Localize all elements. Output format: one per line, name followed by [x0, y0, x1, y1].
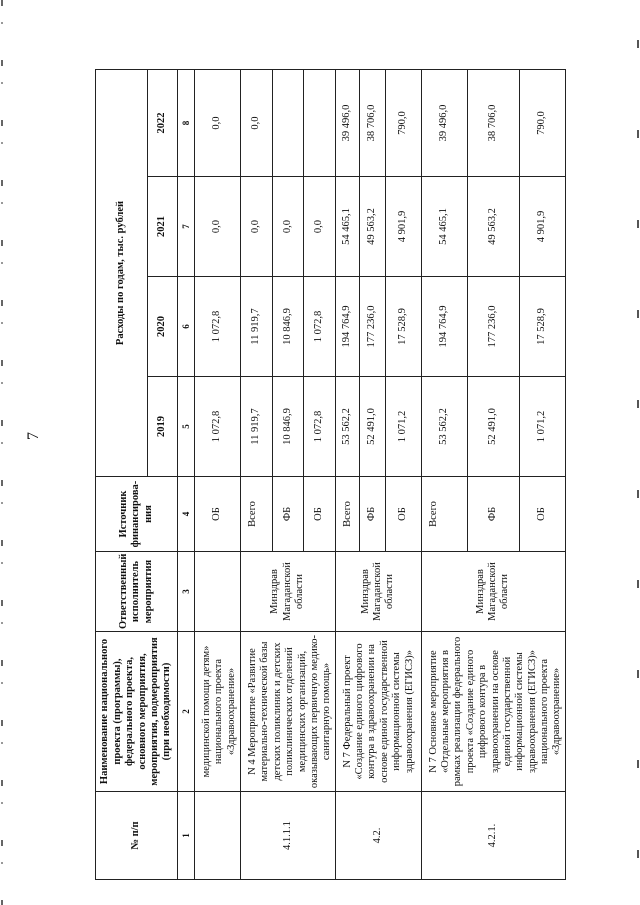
row-value: 11 919,7	[241, 377, 273, 477]
row-value: 53 562,2	[421, 377, 467, 477]
row-value: 0,0	[304, 177, 336, 277]
index-cell: 7	[178, 177, 195, 277]
row-executor: Минздрав Магаданской области	[335, 552, 421, 632]
header-year: 2020	[148, 277, 178, 377]
expenses-table	[95, 69, 566, 880]
row-source: ФБ	[359, 477, 385, 552]
header-year: 2022	[148, 69, 178, 176]
header-source: Источник финансирова-ния	[96, 477, 178, 552]
row-value: 177 236,0	[467, 277, 519, 377]
header-row-1	[96, 69, 148, 879]
row-value: 52 491,0	[467, 377, 519, 477]
index-cell: 3	[178, 552, 195, 632]
row-value: 38 706,0	[359, 69, 385, 176]
table-row	[421, 69, 467, 879]
index-row	[178, 69, 195, 879]
header-expenses: Расходы по годам, тыс. рублей	[96, 69, 148, 476]
table-row	[195, 69, 241, 879]
row-value: 0,0	[195, 69, 241, 176]
row-value: 0,0	[195, 177, 241, 277]
row-value: 4 901,9	[519, 177, 565, 277]
row-source: ФБ	[272, 477, 304, 552]
rotated-sheet	[95, 70, 563, 880]
table-row	[241, 69, 273, 879]
row-source: ФБ	[467, 477, 519, 552]
row-value: 0,0	[272, 177, 304, 277]
row-executor	[195, 552, 241, 632]
row-name: N 7 Основное мероприятие «Отдельные мероприятия в рамках реализации федерального проекта «Создание единого цифрового контура в здравоохранении на основе единой государственной информационной системы здравоохранения (ЕГИСЗ)» национального проекта «Здравоохранение»	[421, 632, 565, 792]
scan-edge-right	[637, 0, 639, 905]
row-value	[272, 69, 304, 176]
row-source: Всего	[335, 477, 359, 552]
row-num: 4.2.1.	[421, 792, 565, 880]
row-value: 1 072,8	[304, 277, 336, 377]
page-number: 7	[25, 432, 42, 440]
row-value: 177 236,0	[359, 277, 385, 377]
index-cell: 1	[178, 792, 195, 880]
row-source: ОБ	[195, 477, 241, 552]
row-source: ОБ	[385, 477, 421, 552]
row-source: ОБ	[304, 477, 336, 552]
row-value: 790,0	[519, 69, 565, 176]
row-value: 194 764,9	[421, 277, 467, 377]
row-value: 0,0	[241, 69, 273, 176]
row-executor: Минздрав Магаданской области	[421, 552, 565, 632]
index-cell: 5	[178, 377, 195, 477]
row-value: 54 465,1	[421, 177, 467, 277]
row-num: 4.1.1.1	[241, 792, 336, 880]
row-value: 1 072,8	[195, 277, 241, 377]
table-row	[335, 69, 359, 879]
row-num: 4.2.	[335, 792, 421, 880]
row-value: 4 901,9	[385, 177, 421, 277]
row-value: 17 528,9	[519, 277, 565, 377]
row-value: 1 071,2	[385, 377, 421, 477]
row-value: 10 846,9	[272, 277, 304, 377]
row-executor: Минздрав Магаданской области	[241, 552, 336, 632]
row-value: 52 491,0	[359, 377, 385, 477]
index-cell: 2	[178, 632, 195, 792]
row-value: 39 496,0	[421, 69, 467, 176]
row-value: 1 072,8	[195, 377, 241, 477]
index-cell: 8	[178, 69, 195, 176]
row-name: N 7 Федеральный проект «Создание единого цифрового контура в здравоохранении на основе единой государственной информационной системы здравоохранения (ЕГИСЗ)»	[335, 632, 421, 792]
row-value: 0,0	[241, 177, 273, 277]
row-source: Всего	[421, 477, 467, 552]
row-value: 790,0	[385, 69, 421, 176]
row-value: 38 706,0	[467, 69, 519, 176]
row-name: медицинской помощи детям» национального проекта «Здравоохранение»	[195, 632, 241, 792]
row-value: 17 528,9	[385, 277, 421, 377]
row-source: Всего	[241, 477, 273, 552]
index-cell: 6	[178, 277, 195, 377]
header-year: 2021	[148, 177, 178, 277]
scan-edge-left	[1, 0, 3, 905]
row-value: 194 764,9	[335, 277, 359, 377]
row-value: 54 465,1	[335, 177, 359, 277]
row-value: 11 919,7	[241, 277, 273, 377]
row-value: 49 563,2	[359, 177, 385, 277]
row-value: 39 496,0	[335, 69, 359, 176]
row-value: 1 072,8	[304, 377, 336, 477]
index-cell: 4	[178, 477, 195, 552]
row-value: 10 846,9	[272, 377, 304, 477]
header-num: № п/п	[96, 792, 178, 880]
row-num	[195, 792, 241, 880]
row-value: 49 563,2	[467, 177, 519, 277]
row-value: 1 071,2	[519, 377, 565, 477]
header-executor: Ответственный исполнитель мероприятия	[96, 552, 178, 632]
row-value: 53 562,2	[335, 377, 359, 477]
row-source: ОБ	[519, 477, 565, 552]
header-name: Наименование национального проекта (программы), федерального проекта, основного мероприятия, мероприятия, подмероприятия (при необходимости)	[96, 632, 178, 792]
header-year: 2019	[148, 377, 178, 477]
row-value	[304, 69, 336, 176]
row-name: N 4 Мероприятие «Развитие материально-технической базы детских поликлиник и детских поликлинических отделений медицинских организаций, оказывающих первичную медико-санитарную помощь»	[241, 632, 336, 792]
